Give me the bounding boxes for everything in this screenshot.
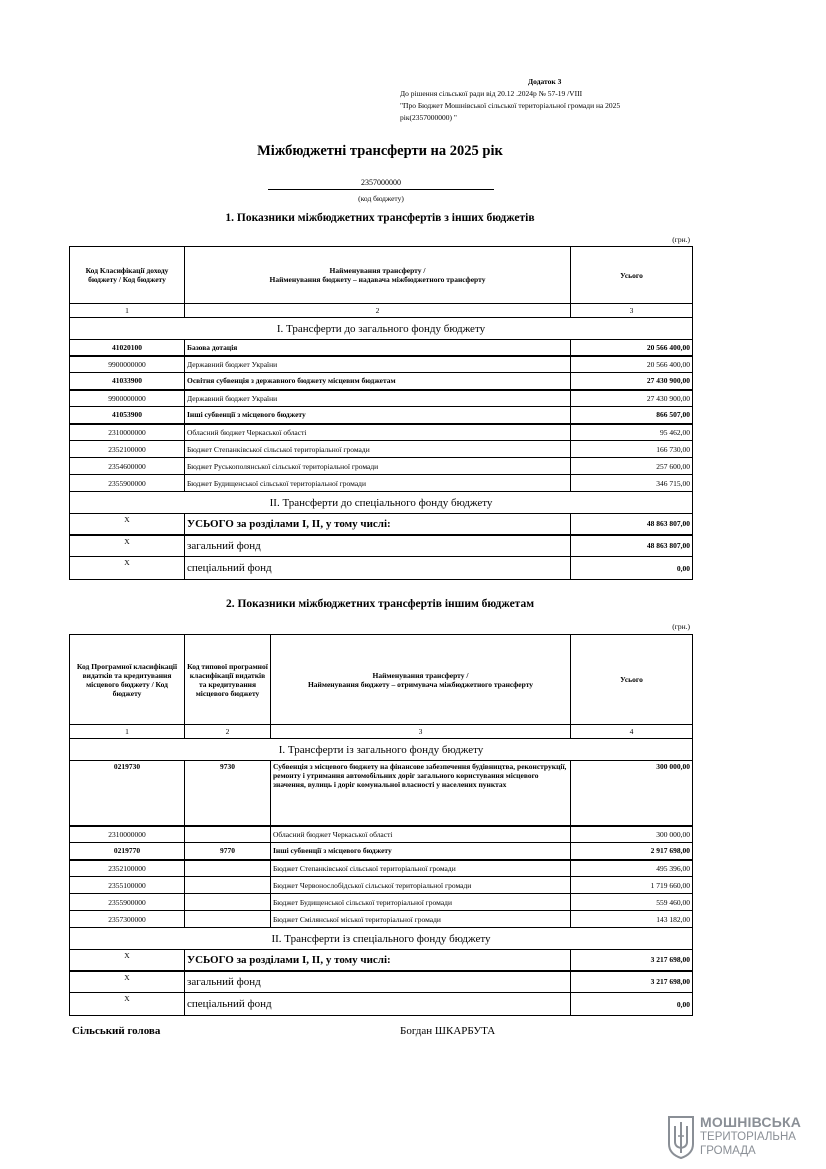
row-name: Бюджет Смілянської міської територіальної громади: [271, 911, 571, 928]
annex-line-3: рік(2357000000) ": [400, 113, 457, 122]
header-name-line-2: Найменування бюджету – отримувача міжбюджетного трансферту: [307, 679, 534, 689]
row-total: 95 462,00: [571, 424, 693, 441]
row-code: 9900000000: [70, 390, 185, 407]
table-row: [70, 761, 693, 826]
row-name: Освітня субвенція з державного бюджету місцевим бюджетам: [185, 373, 571, 390]
row-total: 27 430 900,00: [571, 390, 693, 407]
totals-row: [70, 535, 693, 557]
annex-header: [400, 76, 620, 124]
section-heading-row: [70, 318, 693, 340]
column-number: 2: [185, 304, 571, 318]
totals-mark: X: [70, 557, 185, 580]
row-code: 2352100000: [70, 441, 185, 458]
logo-line-3: ГРОМАДА: [700, 1145, 756, 1157]
totals-row: [70, 514, 693, 535]
row-type-code: [185, 911, 271, 928]
community-logo: [666, 1112, 806, 1162]
row-total: 346 715,00: [571, 475, 693, 492]
row-name: Державний бюджет України: [185, 390, 571, 407]
table-row: [70, 475, 693, 492]
totals-mark: X: [70, 993, 185, 1016]
row-code: 2354600000: [70, 458, 185, 475]
totals-label: УСЬОГО за розділами I, II, у тому числі:: [185, 950, 571, 971]
column-number: 1: [70, 725, 185, 739]
table-row: [70, 441, 693, 458]
row-total: 1 719 660,00: [571, 877, 693, 894]
section-heading-row: [70, 739, 693, 761]
table-row: [70, 877, 693, 894]
row-name: Субвенція з місцевого бюджету на фінансове забезпечення будівництва, реконструкції, ремонту і утримання автомобільних доріг загального користування місцевого значення, вулиць і доріг комунальної власності у населених пунктах: [271, 761, 571, 826]
row-code: 2310000000: [70, 424, 185, 441]
signature-name: Богдан ШКАРБУТА: [400, 1025, 496, 1037]
header-total: Усього: [571, 247, 693, 304]
document-title: Міжбюджетні трансферти на 2025 рік: [257, 143, 503, 159]
row-code: 2355900000: [70, 475, 185, 492]
row-total: 300 000,00: [571, 761, 693, 826]
row-type-code: 9730: [185, 761, 271, 826]
row-code: 2357300000: [70, 911, 185, 928]
row-total: 166 730,00: [571, 441, 693, 458]
totals-label: загальний фонд: [185, 971, 571, 993]
column-number: 3: [571, 304, 693, 318]
totals-value: 3 217 698,00: [571, 971, 693, 993]
special-fund-heading: II. Трансферти до спеціального фонду бюджету: [70, 492, 693, 514]
column-number: 4: [571, 725, 693, 739]
row-name: Бюджет Степанківської сільської територіальної громади: [271, 860, 571, 877]
row-total: 2 917 698,00: [571, 843, 693, 860]
row-code: 2355900000: [70, 894, 185, 911]
row-name: Бюджет Червонослобідської сільської територіальної громади: [271, 877, 571, 894]
general-fund-heading: I. Трансферти до загального фонду бюджету: [70, 318, 693, 340]
section1-table: [69, 246, 693, 580]
totals-value: 48 863 807,00: [571, 514, 693, 535]
table-row: [70, 356, 693, 373]
row-name: Бюджет Будищенської сільської територіальної громади: [185, 475, 571, 492]
totals-value: 0,00: [571, 557, 693, 580]
table-header-row: [70, 247, 693, 304]
header-total: Усього: [571, 635, 693, 725]
row-code: 2310000000: [70, 826, 185, 843]
table-row: [70, 390, 693, 407]
row-name: Базова дотація: [185, 340, 571, 356]
section2-title: 2. Показники міжбюджетних трансфертів іншим бюджетам: [225, 598, 535, 610]
totals-row: [70, 557, 693, 580]
header-program-code: Код Програмної класифікації видатків та кредитування місцевого бюджету / Код бюджету: [70, 635, 185, 725]
totals-label: спеціальний фонд: [185, 993, 571, 1016]
row-name: Інші субвенції з місцевого бюджету: [271, 843, 571, 860]
totals-value: 0,00: [571, 993, 693, 1016]
header-name: [271, 635, 571, 725]
row-total: 143 182,00: [571, 911, 693, 928]
row-total: 20 566 400,00: [571, 340, 693, 356]
section-heading-row: [70, 928, 693, 950]
totals-label: загальний фонд: [185, 535, 571, 557]
general-fund-heading: I. Трансферти із загального фонду бюджету: [70, 739, 693, 761]
row-total: 20 566 400,00: [571, 356, 693, 373]
table-row: [70, 894, 693, 911]
table-header-row: [70, 635, 693, 725]
special-fund-heading: II. Трансферти із спеціального фонду бюджету: [70, 928, 693, 950]
row-type-code: 9770: [185, 843, 271, 860]
row-total: 27 430 900,00: [571, 373, 693, 390]
header-name-line-1: Найменування трансферту /: [372, 670, 469, 680]
annex-line-2: "Про Бюджет Мошнівської сільської територіальної громади на 2025: [400, 101, 621, 110]
column-number: 1: [70, 304, 185, 318]
table-row: [70, 843, 693, 860]
table-row: [70, 373, 693, 390]
row-name: Бюджет Руськополянської сільської територіальної громади: [185, 458, 571, 475]
totals-mark: X: [70, 950, 185, 971]
row-name: Бюджет Будищенської сільської територіальної громади: [271, 894, 571, 911]
row-type-code: [185, 877, 271, 894]
row-code: 0219770: [70, 843, 185, 860]
annex-line-1: До рішення сільської ради від 20.12 .2024р № 57-19 /VIII: [400, 89, 583, 98]
row-code: 41020100: [70, 340, 185, 356]
row-name: Державний бюджет України: [185, 356, 571, 373]
signature-position: Сільський голова: [72, 1025, 161, 1037]
budget-code-block: [268, 178, 494, 203]
row-total: 866 507,00: [571, 407, 693, 424]
header-name: [185, 247, 571, 304]
table-row: [70, 407, 693, 424]
totals-label: спеціальний фонд: [185, 557, 571, 580]
header-code: Код Класифікації доходу бюджету / Код бюджету: [70, 247, 185, 304]
table-row: [70, 826, 693, 843]
table-row: [70, 860, 693, 877]
totals-row: [70, 950, 693, 971]
table-row: [70, 911, 693, 928]
column-number-row: [70, 304, 693, 318]
row-type-code: [185, 894, 271, 911]
logo-line-1: МОШНІВСЬКА: [700, 1114, 802, 1130]
totals-row: [70, 993, 693, 1016]
table-row: [70, 458, 693, 475]
column-number: 3: [271, 725, 571, 739]
totals-value: 48 863 807,00: [571, 535, 693, 557]
row-code: 41053900: [70, 407, 185, 424]
row-name: Обласний бюджет Черкаської області: [185, 424, 571, 441]
section1-title: 1. Показники міжбюджетних трансфертів з інших бюджетів: [225, 212, 535, 224]
table-row: [70, 340, 693, 356]
column-number: 2: [185, 725, 271, 739]
row-total: 257 600,00: [571, 458, 693, 475]
row-code: 2355100000: [70, 877, 185, 894]
totals-mark: X: [70, 514, 185, 535]
row-name: Інші субвенції з місцевого бюджету: [185, 407, 571, 424]
annex-number: Додаток 3: [528, 77, 562, 86]
section2-unit: (грн.): [672, 622, 690, 631]
row-code: 9900000000: [70, 356, 185, 373]
totals-mark: X: [70, 535, 185, 557]
header-type-code: Код типової програмної класифікації видатків та кредитування місцевого бюджету: [185, 635, 271, 725]
totals-value: 3 217 698,00: [571, 950, 693, 971]
row-type-code: [185, 826, 271, 843]
row-code: 41033900: [70, 373, 185, 390]
row-total: 559 460,00: [571, 894, 693, 911]
section2-table: [69, 634, 693, 1016]
row-name: Бюджет Степанківської сільської територіальної громади: [185, 441, 571, 458]
header-name-line-2: Найменування бюджету – надавача міжбюджетного трансферту: [269, 275, 486, 284]
totals-mark: X: [70, 971, 185, 993]
logo-line-2: ТЕРИТОРІАЛЬНА: [700, 1131, 796, 1143]
trident-emblem-icon: [666, 1114, 696, 1160]
totals-label: УСЬОГО за розділами I, II, у тому числі:: [185, 514, 571, 535]
row-code: 0219730: [70, 761, 185, 826]
section1-unit: (грн.): [672, 235, 690, 244]
row-name: Обласний бюджет Черкаської області: [271, 826, 571, 843]
budget-code-caption: (код бюджету): [358, 194, 404, 203]
row-code: 2352100000: [70, 860, 185, 877]
table-row: [70, 424, 693, 441]
totals-row: [70, 971, 693, 993]
row-total: 300 000,00: [571, 826, 693, 843]
row-type-code: [185, 860, 271, 877]
budget-code: 2357000000: [268, 178, 494, 190]
column-number-row: [70, 725, 693, 739]
section-heading-row: [70, 492, 693, 514]
header-name-line-1: Найменування трансферту /: [329, 266, 426, 275]
row-total: 495 396,00: [571, 860, 693, 877]
